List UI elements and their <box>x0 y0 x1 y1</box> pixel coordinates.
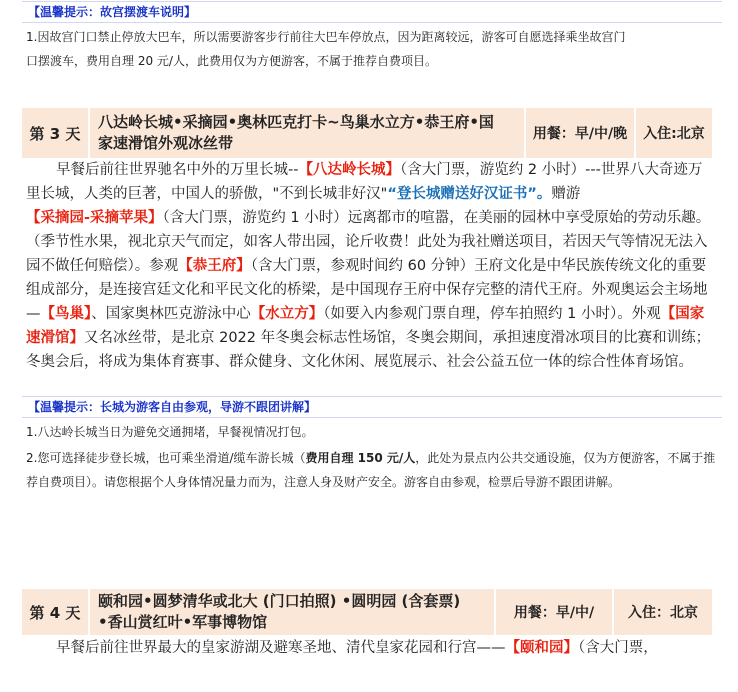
shuttle-note-line1: 1.因故宫门口禁止停放大巴车，所以需要游客步行前往大巴车停放点，因为距离较远，游客可自愿选择乘坐故宫门 <box>26 30 626 44</box>
tip-title-great-wall: 【温馨提示：长城为游客自由参观，导游不跟团讲解】 <box>28 400 317 414</box>
day-3-text-7: （如要入内参观门票自理，停车拍照约 1 小时）。外观 <box>323 306 661 322</box>
day-3-header <box>22 108 712 158</box>
shuttle-note-line2: 口摆渡车，费用自理 20 元/人，此费用仅为方便游客，不属于推荐自费项目。 <box>26 54 437 68</box>
day-4-description <box>26 636 714 660</box>
day-4-text-2: （含大门票， <box>578 640 658 656</box>
tip-title-shuttle: 【温馨提示：故宫摆渡车说明】 <box>28 5 197 19</box>
day-4-meal: 用餐：早/中/ <box>496 589 614 635</box>
day-3-text-8: 又名冰丝带，是北京 2022 年冬奥会标志性场馆，冬奥会期间，承担速度滑冰项目的比赛和训练；冬奥会后，将成为集体育赛事、群众健身、文化休闲、展览展示、社会公益五位一体的综合性体育场馆。 <box>26 330 711 370</box>
day-4-header <box>22 589 712 635</box>
great-wall-note-1: 1.八达岭长城当日为避免交通拥堵，早餐视情况打包。 <box>26 425 314 439</box>
day-4-text-1: 早餐后前往世界最大的皇家游湖及避寒圣地、清代皇家花园和行宫—— <box>56 640 506 656</box>
water-cube: 【水立方】 <box>250 306 324 322</box>
day-3-text-4: （含大门票，游览约 1 小时）远离都市的喧嚣，在美丽的园林中享受原始的劳动乐趣。（季节性水果，视北京天气而定，如客人带出园，论斤收费！此处为我社赠送项目，若因天气等情况无法入园不做任何赔偿）。参观 <box>26 210 711 274</box>
day-3-label: 第 3 天 <box>22 108 90 158</box>
day-3-route-line1: 八达岭长城•采摘园•奥林匹克打卡~鸟巢水立方•恭王府•国 <box>98 113 494 131</box>
day-3-text-6: 、国家奥林匹克游泳中心 <box>91 306 251 322</box>
day-3-meal: 用餐：早/中/晚 <box>526 108 636 158</box>
day-3-route-line2: 家速滑馆外观冰丝带 <box>98 134 234 152</box>
shuttle-note <box>26 25 716 73</box>
birds-nest: 【鸟巢】 <box>40 306 92 322</box>
day-3-stay: 入住:北京 <box>643 126 705 142</box>
tip-bar-great-wall <box>22 396 722 418</box>
day-3-route <box>90 108 526 158</box>
day-3-text-3: 赠游 <box>551 186 581 202</box>
day-3-text-5: （含大门票，参观时间约 60 分钟）王府文化是中华民族传统文化的重要组成部分，是连接宫廷文化和平民文化的桥梁，是中国现存王府中保存完整的清代王府。外观奥运会主场地— <box>26 258 708 322</box>
great-wall-note-2 <box>26 446 716 494</box>
day-4-stay: 入住：北京 <box>628 605 698 621</box>
day-4-route <box>90 589 496 635</box>
day-4-route-line1: 颐和园•圆梦清华或北大 (门口拍照) •圆明园 (含套票) <box>98 592 461 610</box>
cable-car-fee: 费用自理 150 元/人 <box>305 451 416 465</box>
badaling-great-wall: 【八达岭长城】 <box>298 162 400 178</box>
day-3-description <box>26 158 714 374</box>
prince-gong-mansion: 【恭王府】 <box>178 258 251 274</box>
day-4-label: 第 4 天 <box>22 589 90 635</box>
summer-palace: 【颐和园】 <box>505 640 578 656</box>
hero-certificate-note: “登长城赠送好汉证书”。 <box>387 186 552 202</box>
day-3-text-2: （含大门票，游览约 2 小时）---世界八大奇迹万里长城，人类的巨著，中国人的骄傲，"不到长城非好汉" <box>26 162 703 202</box>
great-wall-note-2-c: ，此处为景点内公共交通设施，仅为方便游客，不属于推荐自费项目）。请您根据个人身体情况量力而为，注意人身及财产安全。游客自由参观，检票后导游不跟团讲解。 <box>26 451 716 489</box>
day-4-route-line2: •香山赏红叶•军事博物馆 <box>98 613 268 631</box>
national-speed-skating-oval: 【国家速滑馆】 <box>26 306 705 346</box>
day-3-text-1: 早餐后前往世界驰名中外的万里长城-- <box>56 162 299 178</box>
apple-orchard: 【采摘园-采摘苹果】 <box>26 210 163 226</box>
tip-bar-shuttle <box>22 1 722 23</box>
great-wall-note-2-a: 2.您可选择徒步登长城，也可乘坐滑道/缆车游长城（ <box>26 451 306 465</box>
